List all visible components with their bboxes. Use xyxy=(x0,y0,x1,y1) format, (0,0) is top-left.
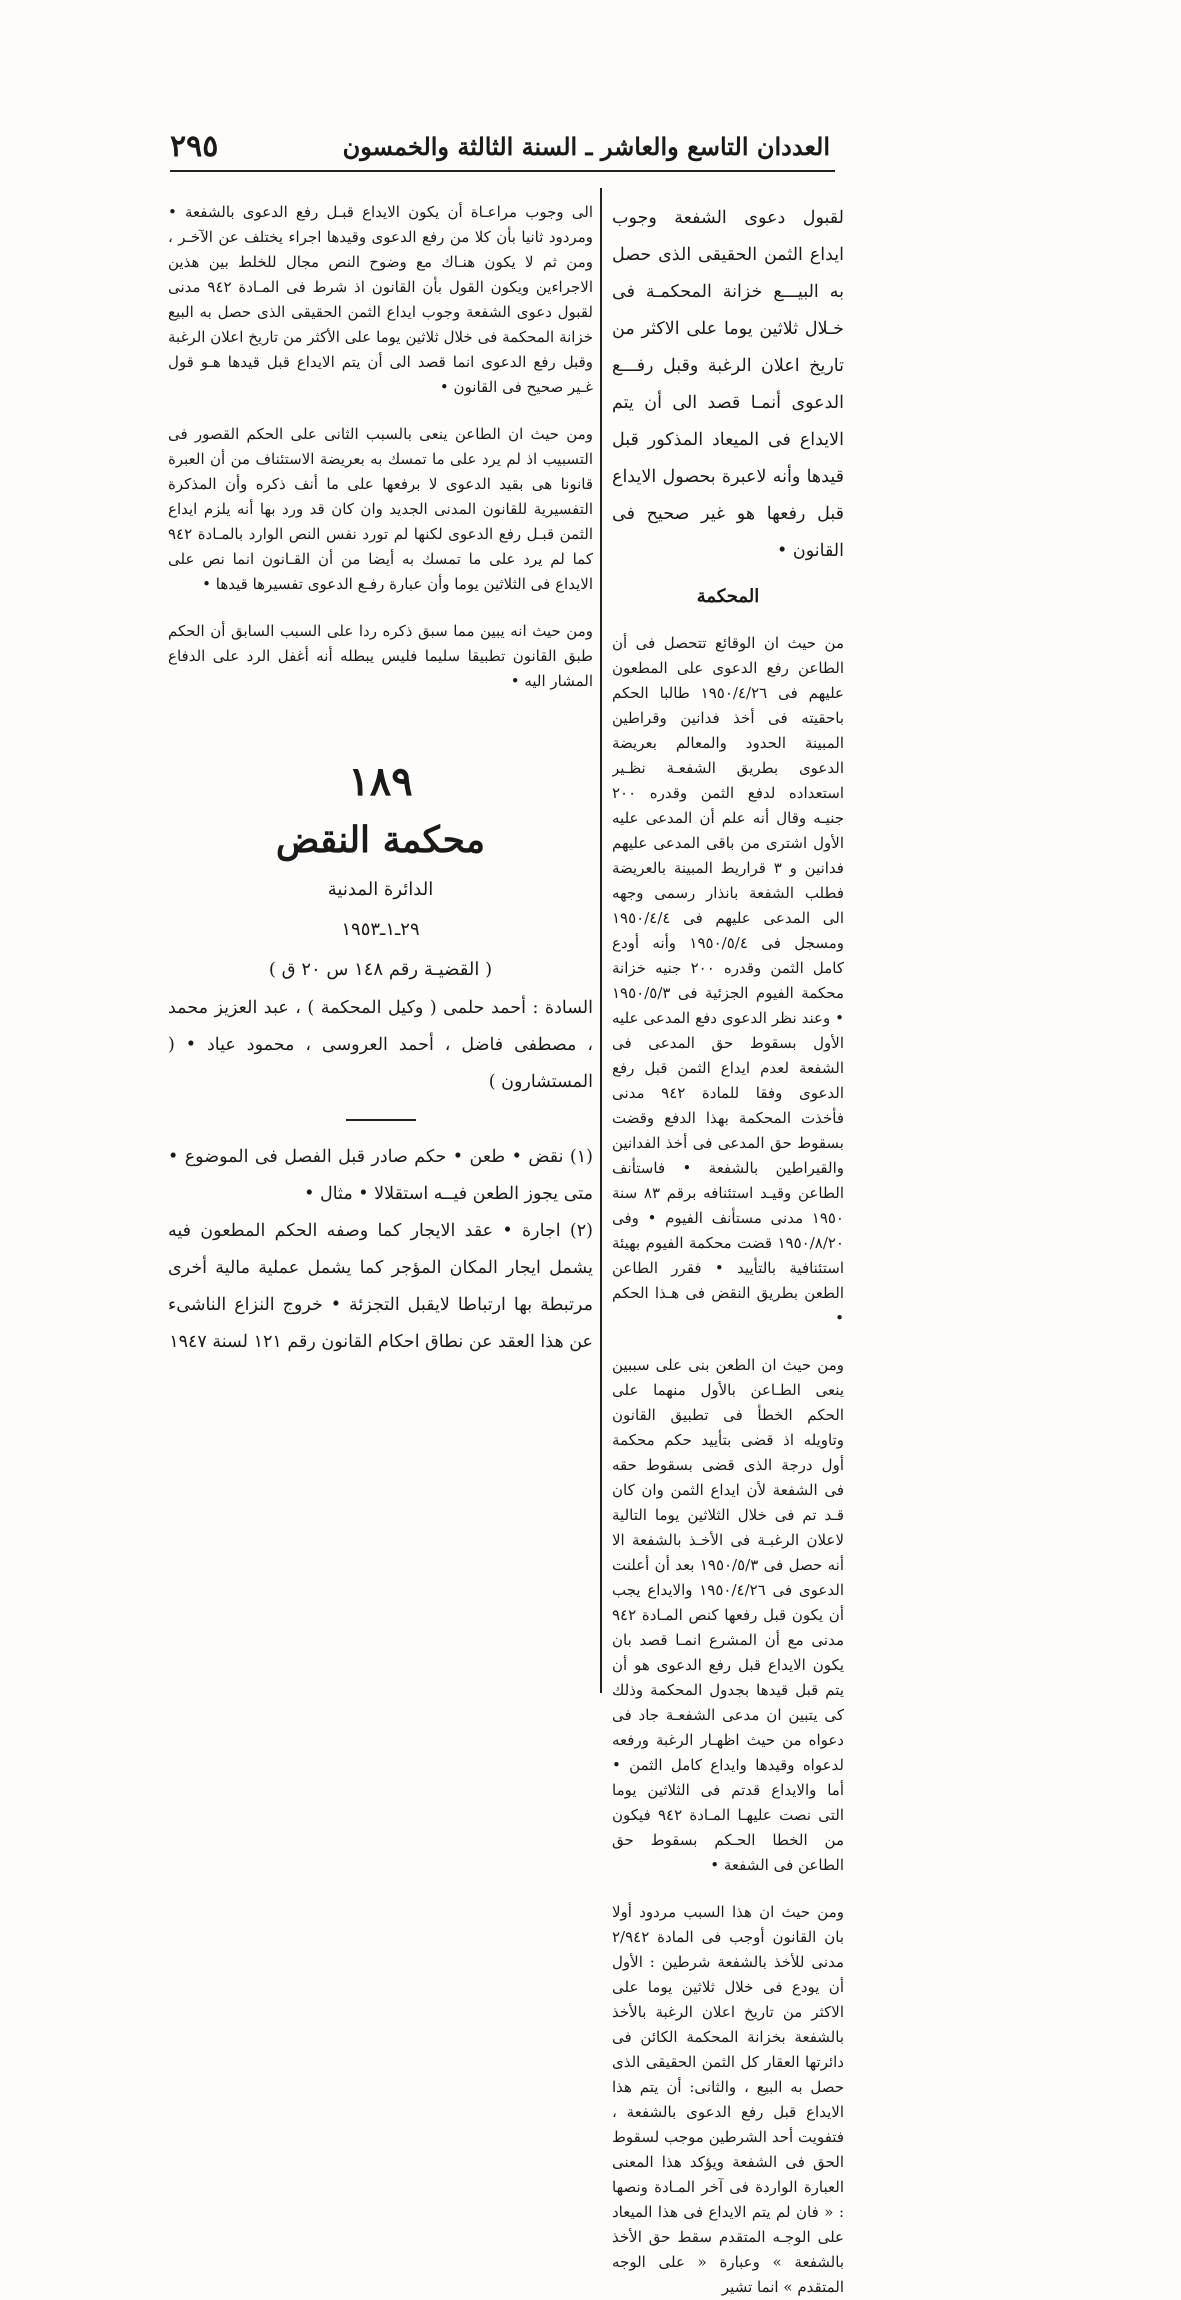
section-rule xyxy=(346,1119,416,1121)
summary-point-1: (١) نقض • طعن • حكم صادر قبل الفصل فى الموضوع • متى يجوز الطعن فيــه استقلالا • مثال • xyxy=(168,1147,593,1204)
page-number: ٢٩٥ xyxy=(170,128,219,164)
continuation-paragraph: الى وجوب مراعـاة أن يكون الايداع قبـل رفع الدعوى بالشفعة • ومردود ثانيا بأن كلا من رفع الدعوى وقيدها اجراء يختلف عن الآخـر ، ومن ثم لا يكون هنـاك مع وضوح النص مجال للخلط بين هذين الاجراءين ويكون القول بأن القانون اذ شرط فى المـادة ٩٤٢ مدنى لقبول دعوى الشفعة وجوب ايداع الثمن الحقيقى الذى حصل به البيع خزانة المحكمة فى خلال ثلاثين يوما على الأكثر من تاريخ اعلان الرغبة وقبل رفع الدعوى انما قصد الى أن يتم الايداع قبل قيدها هـو قول غـير صحيح فى القانون • xyxy=(168,203,593,396)
header-rule xyxy=(170,170,835,172)
left-column xyxy=(168,200,593,1361)
header-title: العددان التاسع والعاشر ـ السنة الثالثة والخمسون xyxy=(342,131,830,161)
circuit-name: الدائرة المدنية xyxy=(327,879,434,900)
second-ground-paragraph: ومن حيث ان الطاعن ينعى بالسبب الثانى على الحكم القصور فى التسبيب اذ لم يرد على ما تمسك به بعريضة الاستئناف من أن العبرة قانونا هى بقيد الدعوى لا برفعها على ما أنف ذكره وأن المذكرة التفسيرية للقانون المدنى الجديد وان كان قد ورد بها أنه يلزم ايداع الثمن قبـل رفع الدعوى لكنها لم تورد نفس النص الوارد بالمـادة ٩٤٢ كما لم يرد على ما تمسك به أيضا من أن القـانون انما نص على الايداع فى الثلاثين يوما وأن عبارة رفـع الدعوى تفسيرها قيدها • xyxy=(168,425,593,593)
section-heading: المحكمة xyxy=(696,586,760,607)
court-name: محكمة النقض xyxy=(275,819,486,861)
ruling-paragraph: ومن حيث ان هذا السبب مردود أولا بان القانون أوجب فى المادة ٢/٩٤٢ مدنى للأخذ بالشفعة شرطين : الأول أن يودع فى خلال ثلاثين يوما على الاكثر من تاريخ اعلان الرغبة بالأخذ بالشفعة بخزانة المحكمة الكائن فى دائرتها العقار كل الثمن الحقيقى الذى حصل به البيع ، والثانى: أن يتم هذا الايداع قبل رفع الدعوى بالشفعة ، فتفويت أحد الشرطين موجب لسقوط الحق فى الشفعة ويؤكد هذا المعنى العبارة الواردة فى آخر المـادة ونصها : « فان لم يتم الايداع فى هذا الميعاد على الوجـه المتقدم سقط حق الأخذ بالشفعة » وعبارة « على الوجه المتقدم » انما تشير xyxy=(612,1903,844,2296)
column-divider xyxy=(600,188,602,1693)
facts-paragraph: من حيث ان الوقائع تتحصل فى أن الطاعن رفع الدعوى على المطعون عليهم فى ١٩٥٠/٤/٢٦ طالبا الحكم باحقيته فى أخذ فدانين وقراطين المبينة الحدود والمعالم بعريضة الدعوى بطريق الشفعـة نظـير استعداده لدفع الثمن وقدره ٢٠٠ جنيـه وقال أنه علم أن المدعى عليه الأول اشترى من باقى المدعى عليهم فدانين و ٣ قراريط المبينة بالعريضة فطلب الشفعة بانذار رسمى وجهه الى المدعى عليهم فى ١٩٥٠/٤/٤ ومسجل فى ١٩٥٠/٥/٤ وأنه أودع كامل الثمن وقدره ٢٠٠ جنيه خزانة محكمة الفيوم الجزئية فى ١٩٥٠/٥/٣ • وعند نظر الدعوى دفع المدعى عليه الأول بسقوط حق المدعى فى الشفعة لعدم ايداع الثمن قبل رفع الدعوى وفقا للمادة ٩٤٢ مدنى فأخذت المحكمة بهذا الدفع وقضت بسقوط حق المدعى فى أخذ الفدانين والقيراطين بالشفعة • فاستأنف الطاعن وقيـد استئنافه برقم ٨٣ سنة ١٩٥٠ مدنى مستأنف الفيوم • وفى ١٩٥٠/٨/٢٠ قضت محكمة الفيوم بهيئة استئنافية بالتأييد • فقرر الطاعن الطعن بطريق النقض فى هـذا الحكم • xyxy=(612,634,844,1327)
case-number: ١٨٩ xyxy=(348,758,413,805)
conclusion-paragraph: ومن حيث انه يبين مما سبق ذكره ردا على السبب السابق أن الحكم طبق القانون تطبيقا سليما فليس يبطله أنه أغفل الرد على الدفاع المشار اليه • xyxy=(168,622,593,690)
intro-paragraph: لقبول دعوى الشفعة وجوب ايداع الثمن الحقيقى الذى حصل به البيـــع خزانة المحكمـة فى خـلال ثلاثين يوما على الاكثر من تاريخ اعلان الرغبة وقبل رفـــع الدعوى أنمـا قصد الى أن يتم الايداع فى الميعاد المذكور قبل قيدها وأنه لاعبرة بحصول الايداع قبل رفعها هو غير صحيح فى القانون • xyxy=(612,208,844,561)
judges-list: السادة : أحمد حلمى ( وكيل المحكمة ) ، عبد العزيز محمد ، مصطفى فاضل ، أحمد العروسى ، محمود عياد • ( المستشارون ) xyxy=(168,998,593,1092)
first-ground-paragraph: ومن حيث ان الطعن بنى على سببين ينعى الطـاعن بالأول منهما على الحكم الخطأ فى تطبيق القانون وتاويله اذ قضى بتأييد حكم محكمة أول درجة الذى قضى بسقوط حقه فى الشفعة لأن ايداع الثمن وان كان قـد تم فى خلال الثلاثين يوما التالية لاعلان الرغبـة فى الأخـذ بالشفعة الا أنه حصل فى ١٩٥٠/٥/٣ بعد أن أعلنت الدعوى فى ١٩٥٠/٤/٢٦ والايداع يجب أن يكون قبل رفعها كنص المـادة ٩٤٢ مدنى مع أن المشرع انمـا قصد بان يكون الايداع قبل رفع الدعوى هو أن يتم قبل قيدها بجدول المحكمة وذلك كى يتبين ان مدعى الشفعـة جاد فى دعواه من حيث اظهـار الرغبة ورفعه لدعواه وقيدها وايداع كامل الثمن • أما والايداع قدتم فى الثلاثين يوما التى نصت عليهـا المـادة ٩٤٢ فيكون من الخطا الحـكم بسقوط حق الطاعن فى الشفعة • xyxy=(612,1356,844,1874)
case-reference: ( القضيـة رقم ١٤٨ س ٢٠ ق ) xyxy=(268,959,493,980)
summary-point-2: (٢) اجارة • عقد الايجار كما وصفه الحكم المطعون فيه يشمل ايجار المكان المؤجر كما يشمل عملية مالية أخرى مرتبطة بها ارتباطا لايقبل التجزئة • خروج النزاع الناشىء عن هذا العقد عن نطاق احكام القانون رقم ١٢١ لسنة ١٩٤٧ xyxy=(168,1221,593,1352)
right-column xyxy=(612,200,844,2300)
page-header xyxy=(170,128,830,164)
judgment-date: ٢٩ـ١ـ١٩٥٣ xyxy=(341,919,420,940)
